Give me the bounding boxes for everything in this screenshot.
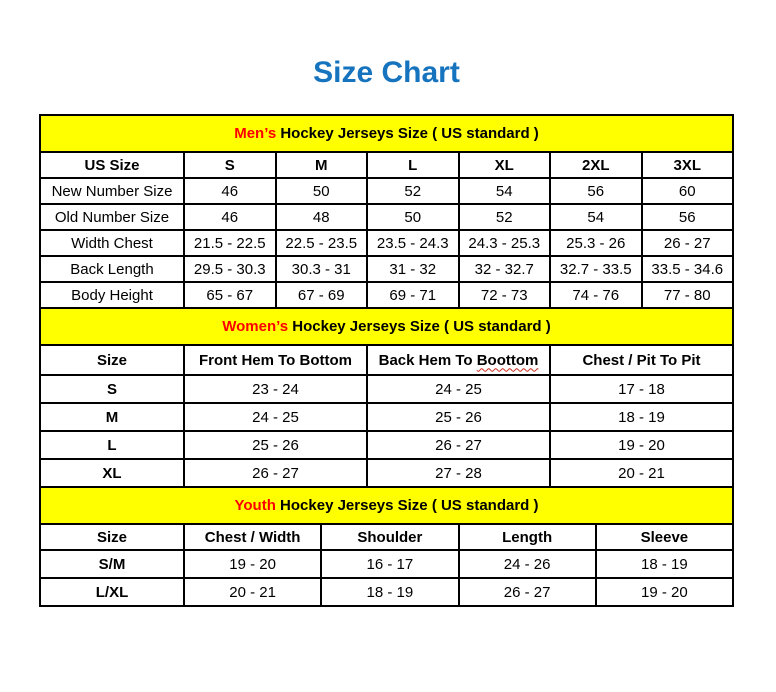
value-cell: 48 bbox=[276, 204, 368, 230]
value-cell: 26 - 27 bbox=[184, 459, 367, 487]
value-cell: 23.5 - 24.3 bbox=[367, 230, 459, 256]
youth-header-row bbox=[40, 524, 733, 550]
misspelled-word: Boottom bbox=[476, 351, 539, 369]
womens-banner-text: Hockey Jerseys Size ( US standard ) bbox=[288, 318, 551, 335]
value-cell: 54 bbox=[550, 204, 642, 230]
value-cell: 32.7 - 33.5 bbox=[550, 256, 642, 282]
value-cell: 65 - 67 bbox=[184, 282, 276, 308]
table-row bbox=[40, 178, 733, 204]
row-label: Body Height bbox=[40, 282, 184, 308]
header-cell: 2XL bbox=[550, 152, 642, 178]
header-cell: Front Hem To Bottom bbox=[184, 345, 367, 375]
youth-banner-highlight: Youth bbox=[234, 497, 276, 514]
header-cell: M bbox=[276, 152, 368, 178]
header-cell: Length bbox=[459, 524, 596, 550]
header-cell: 3XL bbox=[642, 152, 734, 178]
mens-banner bbox=[40, 115, 733, 152]
value-cell: 50 bbox=[276, 178, 368, 204]
value-cell: 27 - 28 bbox=[367, 459, 550, 487]
womens-banner-highlight: Women’s bbox=[222, 318, 289, 335]
table-row bbox=[40, 459, 733, 487]
value-cell: 60 bbox=[642, 178, 734, 204]
value-cell: 69 - 71 bbox=[367, 282, 459, 308]
page-title: Size Chart bbox=[313, 56, 460, 89]
value-cell: 33.5 - 34.6 bbox=[642, 256, 734, 282]
womens-banner-row bbox=[40, 308, 733, 345]
value-cell: 16 - 17 bbox=[321, 550, 458, 578]
value-cell: 32 - 32.7 bbox=[459, 256, 551, 282]
table-row bbox=[40, 403, 733, 431]
table-row bbox=[40, 230, 733, 256]
row-label: M bbox=[40, 403, 184, 431]
row-label: S/M bbox=[40, 550, 184, 578]
value-cell: 31 - 32 bbox=[367, 256, 459, 282]
header-cell: Size bbox=[40, 524, 184, 550]
table-row bbox=[40, 578, 733, 606]
value-cell: 25.3 - 26 bbox=[550, 230, 642, 256]
mens-size-table bbox=[39, 114, 734, 309]
value-cell: 24.3 - 25.3 bbox=[459, 230, 551, 256]
row-label: New Number Size bbox=[40, 178, 184, 204]
header-cell: XL bbox=[459, 152, 551, 178]
table-row bbox=[40, 204, 733, 230]
value-cell: 20 - 21 bbox=[550, 459, 733, 487]
value-cell: 24 - 25 bbox=[184, 403, 367, 431]
value-cell: 26 - 27 bbox=[459, 578, 596, 606]
header-cell: L bbox=[367, 152, 459, 178]
mens-banner-row bbox=[40, 115, 733, 152]
value-cell: 20 - 21 bbox=[184, 578, 321, 606]
value-cell: 22.5 - 23.5 bbox=[276, 230, 368, 256]
header-cell: Back Hem To Boottom bbox=[367, 345, 550, 375]
value-cell: 26 - 27 bbox=[367, 431, 550, 459]
table-row bbox=[40, 431, 733, 459]
value-cell: 54 bbox=[459, 178, 551, 204]
row-label: L bbox=[40, 431, 184, 459]
header-cell: Chest / Width bbox=[184, 524, 321, 550]
value-cell: 18 - 19 bbox=[321, 578, 458, 606]
value-cell: 56 bbox=[642, 204, 734, 230]
value-cell: 25 - 26 bbox=[367, 403, 550, 431]
value-cell: 24 - 25 bbox=[367, 375, 550, 403]
value-cell: 77 - 80 bbox=[642, 282, 734, 308]
value-cell: 74 - 76 bbox=[550, 282, 642, 308]
value-cell: 25 - 26 bbox=[184, 431, 367, 459]
value-cell: 19 - 20 bbox=[596, 578, 733, 606]
youth-banner-text: Hockey Jerseys Size ( US standard ) bbox=[275, 497, 539, 514]
womens-size-table bbox=[39, 307, 734, 488]
value-cell: 72 - 73 bbox=[459, 282, 551, 308]
header-cell: Shoulder bbox=[321, 524, 458, 550]
table-row bbox=[40, 256, 733, 282]
value-cell: 24 - 26 bbox=[459, 550, 596, 578]
row-label: XL bbox=[40, 459, 184, 487]
table-row bbox=[40, 550, 733, 578]
value-cell: 46 bbox=[184, 178, 276, 204]
value-cell: 30.3 - 31 bbox=[276, 256, 368, 282]
table-row bbox=[40, 375, 733, 403]
womens-banner bbox=[40, 308, 733, 345]
value-cell: 67 - 69 bbox=[276, 282, 368, 308]
value-cell: 21.5 - 22.5 bbox=[184, 230, 276, 256]
womens-header-row bbox=[40, 345, 733, 375]
value-cell: 18 - 19 bbox=[550, 403, 733, 431]
youth-size-table bbox=[39, 486, 734, 607]
size-tables bbox=[39, 114, 734, 607]
mens-header-row bbox=[40, 152, 733, 178]
value-cell: 29.5 - 30.3 bbox=[184, 256, 276, 282]
value-cell: 23 - 24 bbox=[184, 375, 367, 403]
table-row bbox=[40, 282, 733, 308]
row-label: Width Chest bbox=[40, 230, 184, 256]
value-cell: 52 bbox=[367, 178, 459, 204]
value-cell: 19 - 20 bbox=[184, 550, 321, 578]
mens-banner-highlight: Men’s bbox=[234, 125, 277, 142]
header-cell: Size bbox=[40, 345, 184, 375]
row-label: Back Length bbox=[40, 256, 184, 282]
youth-banner bbox=[40, 487, 733, 524]
value-cell: 17 - 18 bbox=[550, 375, 733, 403]
value-cell: 50 bbox=[367, 204, 459, 230]
header-cell: US Size bbox=[40, 152, 184, 178]
value-cell: 19 - 20 bbox=[550, 431, 733, 459]
value-cell: 18 - 19 bbox=[596, 550, 733, 578]
row-label: Old Number Size bbox=[40, 204, 184, 230]
row-label: L/XL bbox=[40, 578, 184, 606]
header-cell: Sleeve bbox=[596, 524, 733, 550]
row-label: S bbox=[40, 375, 184, 403]
header-cell: S bbox=[184, 152, 276, 178]
header-cell: Chest / Pit To Pit bbox=[550, 345, 733, 375]
mens-banner-text: Hockey Jerseys Size ( US standard ) bbox=[276, 125, 539, 142]
value-cell: 56 bbox=[550, 178, 642, 204]
value-cell: 46 bbox=[184, 204, 276, 230]
value-cell: 26 - 27 bbox=[642, 230, 734, 256]
youth-banner-row bbox=[40, 487, 733, 524]
value-cell: 52 bbox=[459, 204, 551, 230]
